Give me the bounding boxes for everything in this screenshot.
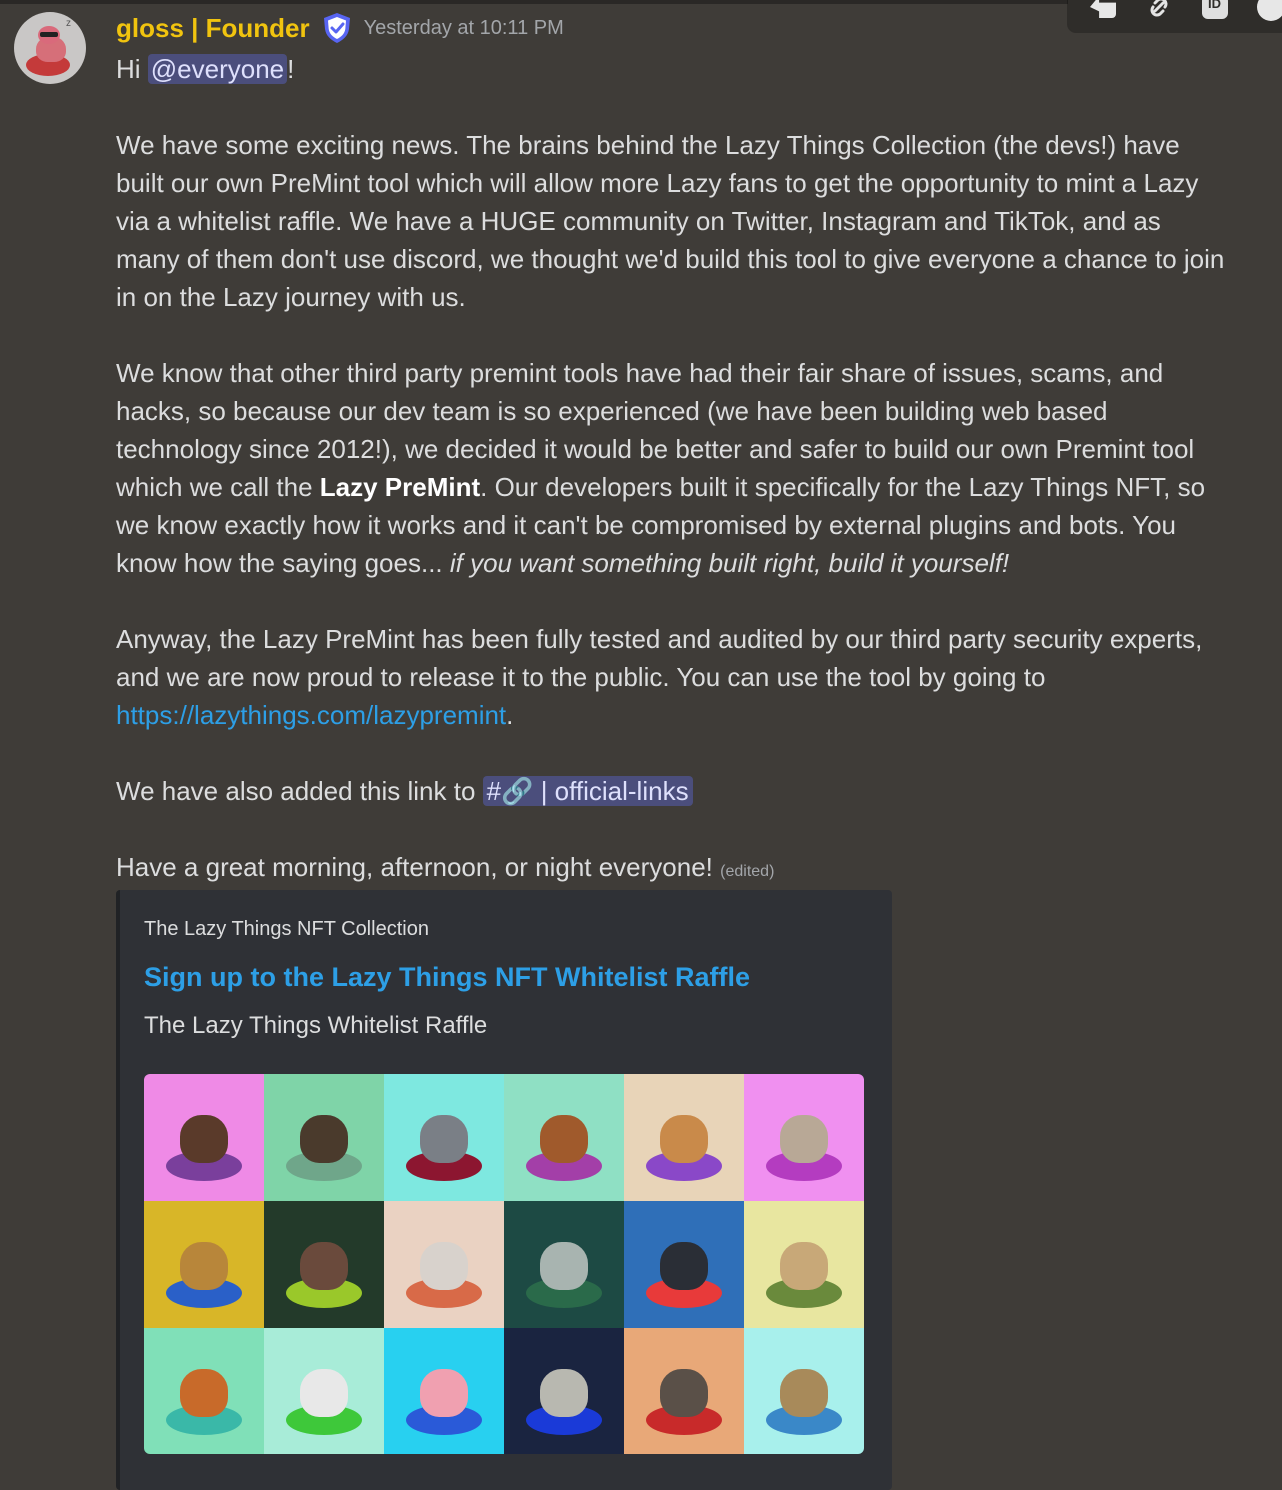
- nft-tile: [144, 1201, 264, 1328]
- message-content: [116, 50, 1226, 891]
- nft-tile: [504, 1201, 624, 1328]
- paragraph-1: We have some exciting news. The brains behind the Lazy Things Collection (the devs!) have built our own PreMint tool which will allow more Lazy fans to get the opportunity to mint a Lazy via a whitelist raffle. We have a HUGE community on Twitter, Instagram and TikTok, and as many of them don't use discord, we thought we'd build this tool to give everyone a chance to join in on the Lazy journey with us.: [116, 130, 1225, 312]
- nft-tile: [264, 1201, 384, 1328]
- nft-tile: [624, 1328, 744, 1454]
- reply-icon[interactable]: [1088, 0, 1118, 20]
- nft-tile: [384, 1074, 504, 1201]
- link-icon[interactable]: [1144, 0, 1174, 20]
- nft-tile: [744, 1074, 864, 1201]
- greeting: Hi @everyone !: [116, 54, 295, 84]
- nft-tile: [744, 1201, 864, 1328]
- embed-title[interactable]: Sign up to the Lazy Things NFT Whitelist Raffle: [144, 962, 750, 992]
- embed-image-grid[interactable]: [144, 1074, 864, 1454]
- embed-provider: The Lazy Things NFT Collection: [144, 918, 429, 940]
- link-embed: [116, 890, 892, 1490]
- paragraph-4: We have also added this link to #🔗 | official-links: [116, 772, 1226, 810]
- official-links-channel-mention[interactable]: #🔗 | official-links: [483, 776, 693, 806]
- id-icon[interactable]: [1200, 0, 1230, 20]
- message-hover-toolbar: [1068, 0, 1282, 32]
- premint-link[interactable]: https://lazythings.com/lazypremint: [116, 700, 507, 730]
- nft-tile: [144, 1328, 264, 1454]
- message-header: [116, 10, 564, 46]
- nft-tile: [264, 1328, 384, 1454]
- embed-description: The Lazy Things Whitelist Raffle: [144, 1012, 488, 1039]
- saying-italic: if you want something built right, build it yourself!: [449, 548, 1010, 578]
- timestamp: Yesterday at 10:11 PM: [363, 16, 564, 39]
- avatar[interactable]: z: [14, 12, 86, 84]
- everyone-mention[interactable]: @everyone: [148, 54, 287, 84]
- nft-tile: [384, 1328, 504, 1454]
- nft-tile: [624, 1201, 744, 1328]
- edited-label: (edited): [720, 863, 775, 880]
- verified-shield-icon: [320, 11, 354, 45]
- nft-tile: [144, 1074, 264, 1201]
- emoji-icon[interactable]: [1256, 0, 1282, 20]
- paragraph-2: We know that other third party premint tools have had their fair share of issues, scams, and hacks, so because our dev team is so experienced (we have been building web based technology since 2012!), we decided it would be better and safer to build our own Premint tool which we call the Lazy PreMint. Our developers built it specifically for the Lazy Things NFT, so we know exactly how it works and it can't be compromised by external plugins and bots. You know how the saying goes... if you want something built right, build it yourself!: [116, 358, 1206, 578]
- nft-tile: [624, 1074, 744, 1201]
- nft-tile: [504, 1074, 624, 1201]
- username[interactable]: gloss | Founder: [116, 12, 310, 43]
- paragraph-5: Have a great morning, afternoon, or night everyone! (edited): [116, 852, 775, 882]
- nft-tile: [264, 1074, 384, 1201]
- nft-tile: [744, 1328, 864, 1454]
- paragraph-3: Anyway, the Lazy PreMint has been fully tested and audited by our third party security experts, and we are now proud to release it to the public. You can use the tool by going to https://lazythings.com/lazypremint.: [116, 624, 1203, 730]
- nft-tile: [504, 1328, 624, 1454]
- lazy-premint-bold: Lazy PreMint: [319, 472, 481, 502]
- nft-tile: [384, 1201, 504, 1328]
